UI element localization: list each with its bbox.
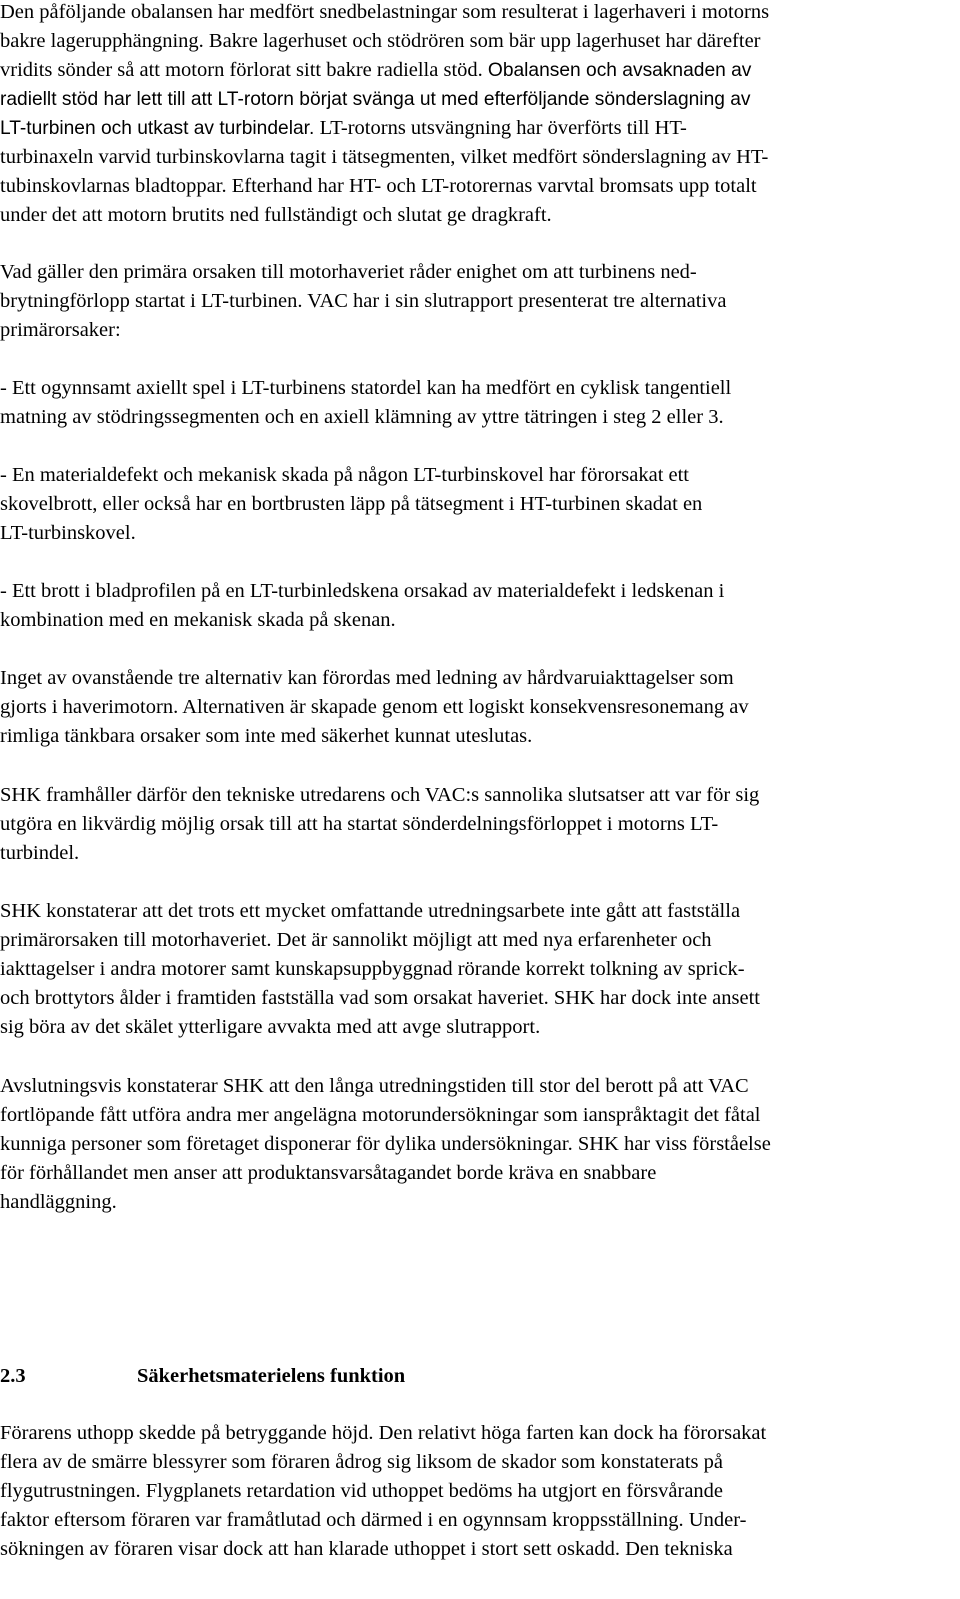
paragraph-imbalance-part2: Obalansen och avsaknaden av radiellt stöd har lett till att LT-rotorn börjat svänga ut med efterföljande sönderslagning av LT-turbinen och utkast av turbindelar. [0, 60, 752, 139]
section-number: 2.3 [0, 1365, 26, 1387]
paragraph-shk-conclusion: SHK framhåller därför den tekniske utredarens och VAC:s sannolika slutsatser att var för sig utgöra en likvärdig möjlig orsak till att ha startat sönderdelningsförloppet i motorns LT- turbindel. [0, 784, 760, 864]
paragraph-ejection: Förarens uthopp skedde på betryggande höjd. Den relativt höga farten kan dock ha förorsakat flera av de smärre blessyrer som föraren ådrog sig liksom de skador som konstaterats på flygutrustningen. Flygplanets retardation vid uthoppet bedöms ha utgjort en försvårande faktor eftersom föraren var framåtlutad och därmed i en ogynnsam kroppsställning. Under- sökningen av föraren visar dock att han klarade uthoppet i stort sett oskadd. Den tekniska [0, 1422, 767, 1560]
list-item-cause-3: - Ett brott i bladprofilen på en LT-turbinledskena orsakad av materialdefekt i ledskenan i kombination med en mekanisk skada på skenan. [0, 580, 725, 631]
paragraph-shk-finding: SHK konstaterar att det trots ett mycket omfattande utredningsarbete inte gått att fastställa primärorsaken till motorhaveriet. Det är sannolikt möjligt att med nya erfarenheter och iakttagelser i andra motorer samt kunskapsuppbyggnad rörande korrekt tolkning av sprick- och brottytors ålder i framtiden fastställa vad som orsakat haveriet. SHK har dock inte ansett sig böra av det skälet ytterligare avvakta med att avge slutrapport. [0, 900, 760, 1038]
paragraph-closing: Avslutningsvis konstaterar SHK att den långa utredningstiden till stor del berott på att VAC fortlöpande fått utföra andra mer angelägna motorundersökningar som ianspråktagit det fåtal kunniga personer som företaget disponerar för dylika undersökningar. SHK har viss förståelse för förhållandet men anser att produktansvarsåtagandet borde kräva en snabbare handläggning. [0, 1075, 771, 1213]
section-heading [0, 1362, 405, 1391]
paragraph-primary-cause: Vad gäller den primära orsaken till motorhaveriet råder enighet om att turbinens ned- brytningförlopp startat i LT-turbinen. VAC har i sin slutrapport presenterat tre alternativa primärorsaker: [0, 261, 727, 341]
paragraph-imbalance-part1: Den påföljande obalansen har medfört snedbelastningar som resulterat i lagerhaveri i motorns bakre lagerupphängning. Bakre lagerhuset och stödrören som bär upp lagerhuset har därefter vridits sönder så att motorn förlorat sitt bakre radiella stöd. [0, 1, 770, 81]
paragraph-imbalance [0, 0, 950, 230]
list-item-cause-1: - Ett ogynnsamt axiellt spel i LT-turbinens statordel kan ha medfört en cyklisk tangentiell matning av stödringssegmenten och en axiell klämning av yttre tätringen i steg 2 eller 3. [0, 377, 732, 428]
section-title: Säkerhetsmaterielens funktion [137, 1365, 406, 1387]
paragraph-imbalance-part3: LT-rotorns utsvängning har överförts till HT- turbinaxeln varvid turbinskovlarna tagit i tätsegmenten, vilket medfört sönderslagning av HT- tubinskovlarnas bladtoppar. Efterhand har HT- och LT-rotorernas varvtal bromsats upp totalt under det att motorn brutits ned fullständigt och slutat ge dragkraft. [0, 117, 769, 226]
list-item-cause-2: - En materialdefekt och mekanisk skada på någon LT-turbinskovel har förorsakat ett skovelbrott, eller också har en bortbrusten läpp på tätsegment i HT-turbinen skadat en LT-turbinskovel. [0, 464, 703, 544]
paragraph-alternatives: Inget av ovanstående tre alternativ kan förordas med ledning av hårdvaruiakttagelser som gjorts i haverimotorn. Alternativen är skapade genom ett logiskt konsekvensresonemang av rimliga tänkbara orsaker som inte med säkerhet kunnat uteslutas. [0, 667, 749, 747]
